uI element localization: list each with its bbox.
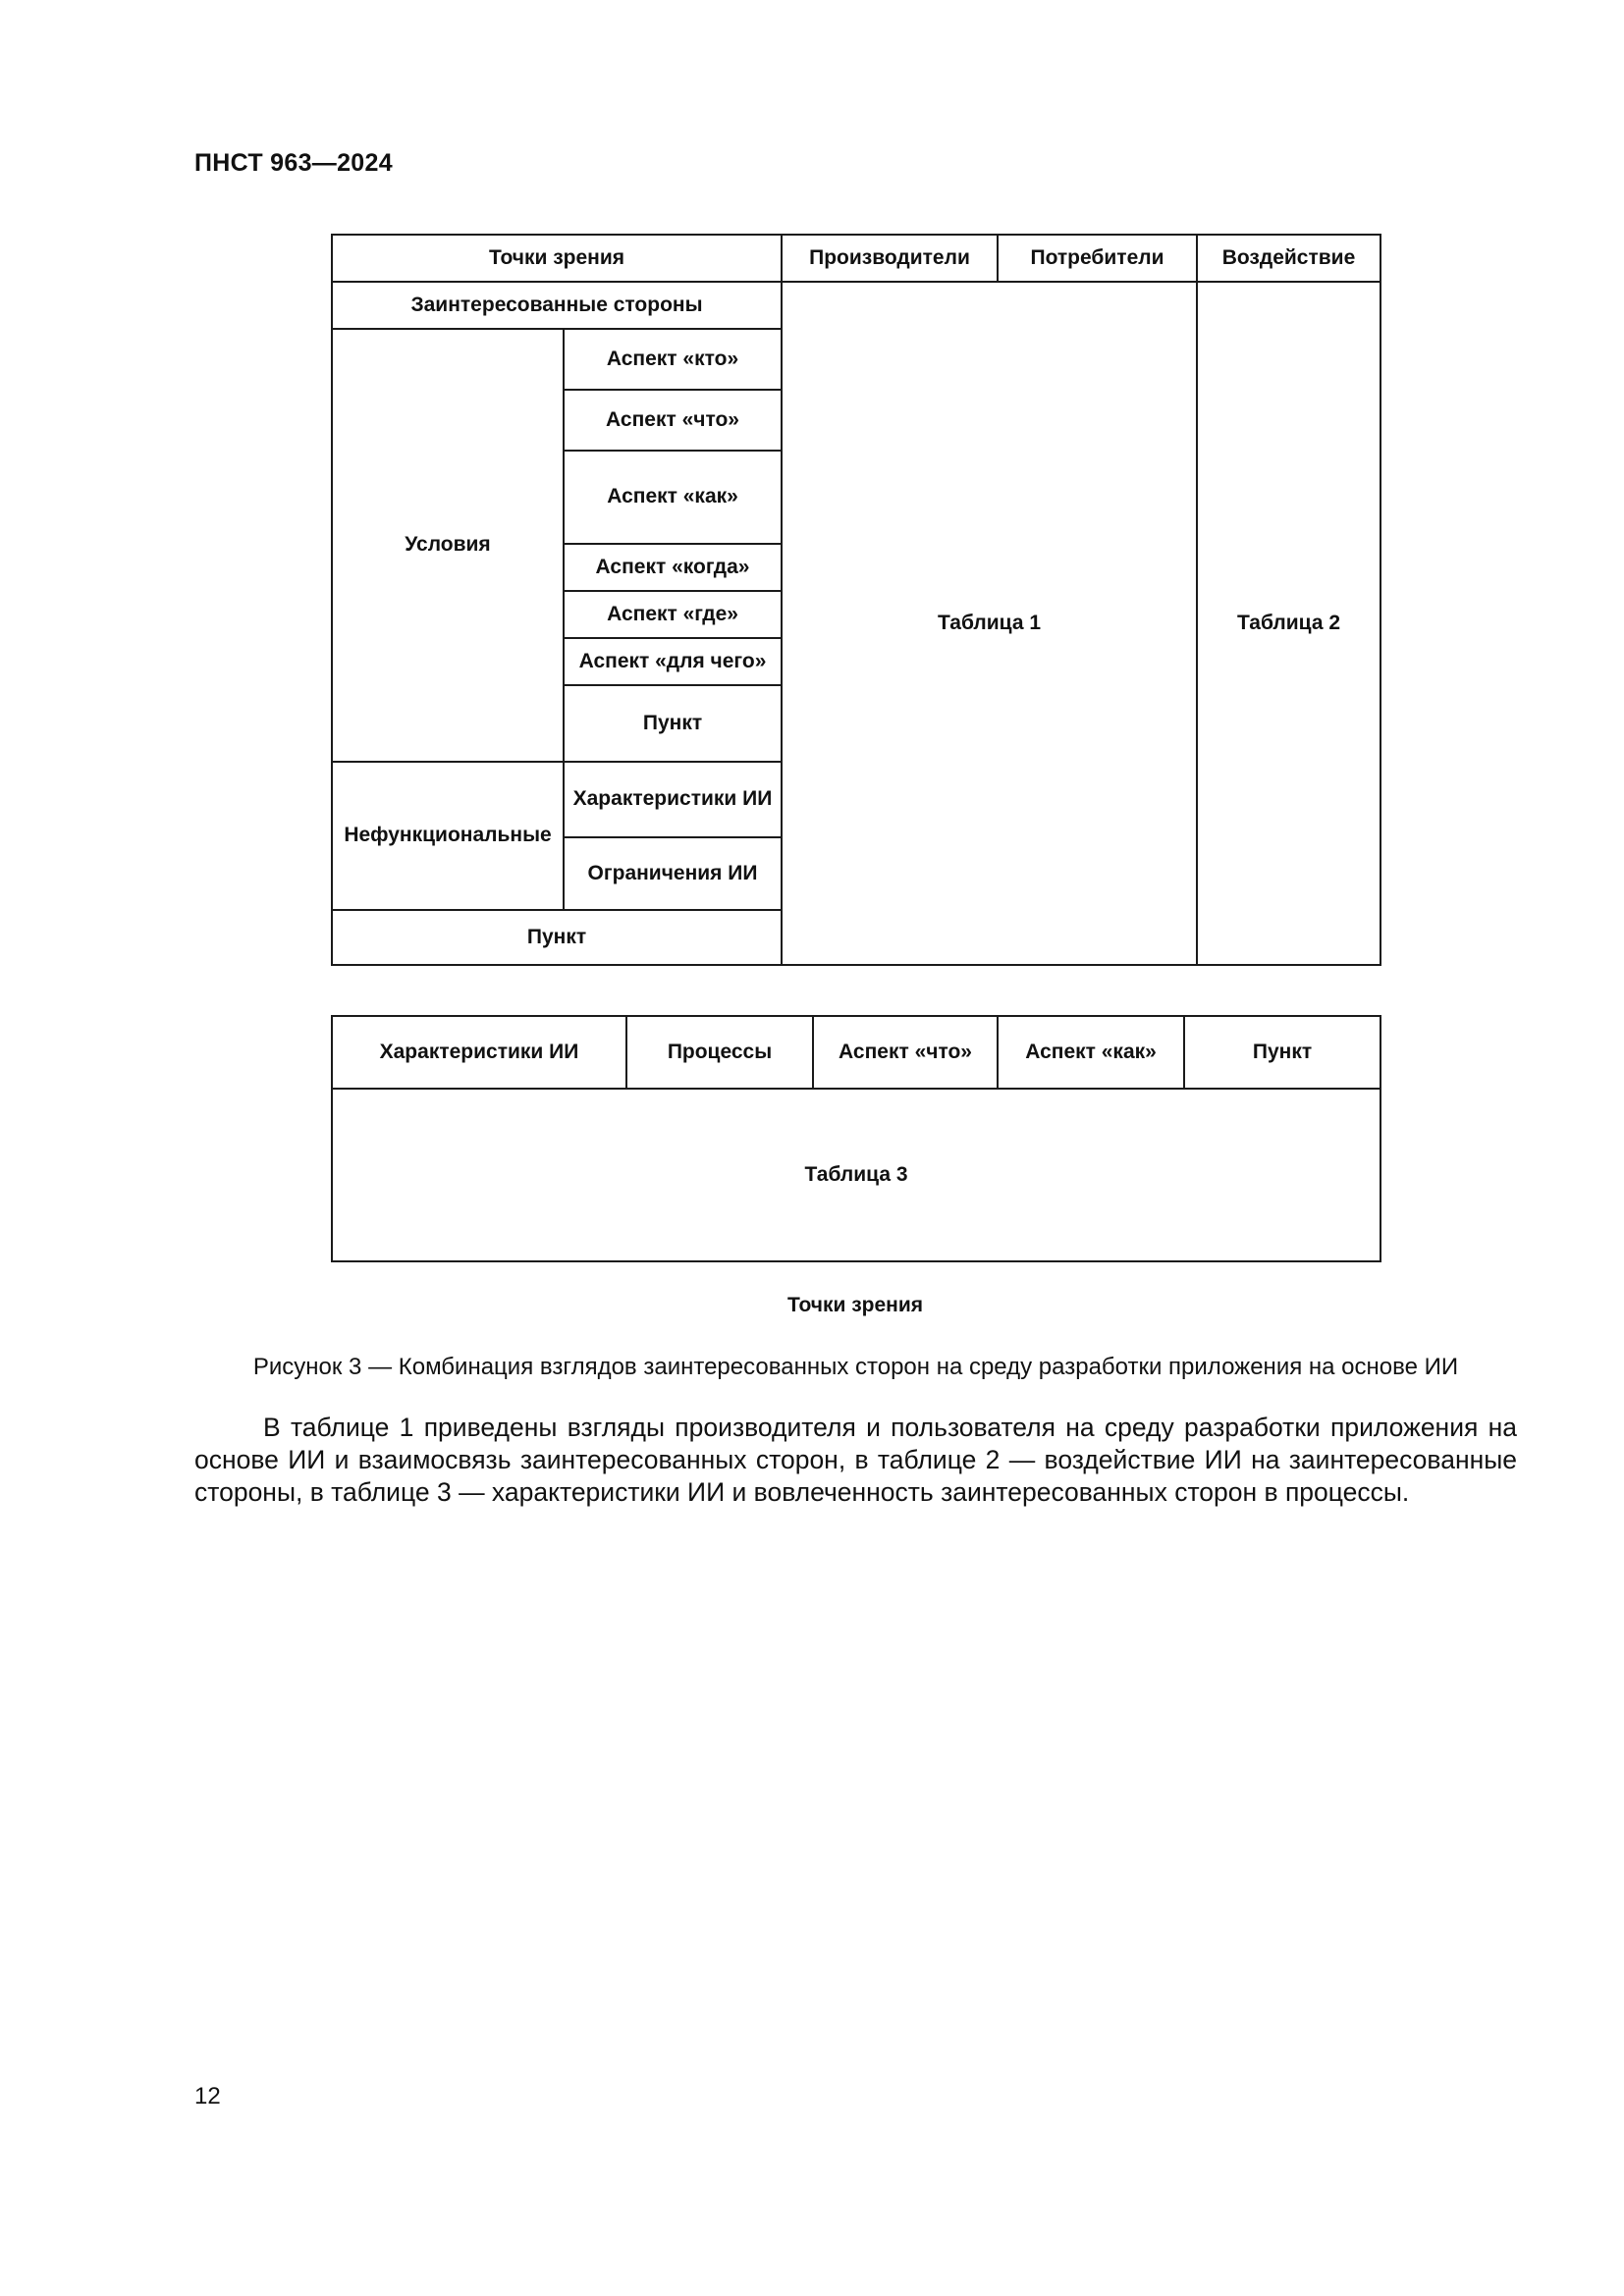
aspect-where-cell: Аспект «где» <box>564 591 782 638</box>
header-viewpoints: Точки зрения <box>332 235 782 282</box>
nonfunctional-cell: Нефункциональные <box>332 762 564 910</box>
aspect-how-cell: Аспект «как» <box>564 451 782 544</box>
ai-limitations-cell: Ограничения ИИ <box>564 837 782 910</box>
page-number: 12 <box>194 2083 221 2109</box>
aspect-what-cell: Аспект «что» <box>564 390 782 451</box>
col-ai-characteristics: Характеристики ИИ <box>332 1016 626 1089</box>
viewpoints-diagram <box>331 234 1381 966</box>
stakeholders-cell: Заинтересованные стороны <box>332 282 782 329</box>
body-paragraph: В таблице 1 приведены взгляды производителя и пользователя на среду разработки приложения на основе ИИ и взаимосвязь заинтересованных сторон, в таблице 2 — воздействие ИИ на заинтересованные стороны, в таблице 3 — характеристики ИИ и вовлеченность заинтересованных сторон в процессы. <box>194 1413 1517 1507</box>
document-code: ПНСТ 963—2024 <box>194 149 393 177</box>
header-consumers: Потребители <box>998 235 1197 282</box>
aspect-who-cell: Аспект «кто» <box>564 329 782 390</box>
figure-caption: Рисунок 3 — Комбинация взглядов заинтересованных сторон на среду разработки приложения на основе ИИ <box>252 1354 1459 1380</box>
conditions-cell: Условия <box>332 329 564 762</box>
col-processes: Процессы <box>626 1016 813 1089</box>
ai-characteristics-cell: Характеристики ИИ <box>564 762 782 837</box>
table2-cell: Таблица 2 <box>1197 282 1380 965</box>
col-aspect-what: Аспект «что» <box>813 1016 998 1089</box>
table1-cell: Таблица 1 <box>782 282 1197 965</box>
characteristics-diagram <box>331 1015 1381 1262</box>
header-producers: Производители <box>782 235 998 282</box>
aspect-forwhat-cell: Аспект «для чего» <box>564 638 782 685</box>
col-item: Пункт <box>1184 1016 1380 1089</box>
header-impact: Воздействие <box>1197 235 1380 282</box>
table3-cell: Таблица 3 <box>332 1089 1380 1261</box>
viewpoints-label: Точки зрения <box>786 1294 924 1316</box>
item-cell: Пункт <box>564 685 782 762</box>
aspect-when-cell: Аспект «когда» <box>564 544 782 591</box>
col-aspect-how: Аспект «как» <box>998 1016 1184 1089</box>
item-cell-bottom: Пункт <box>332 910 782 965</box>
